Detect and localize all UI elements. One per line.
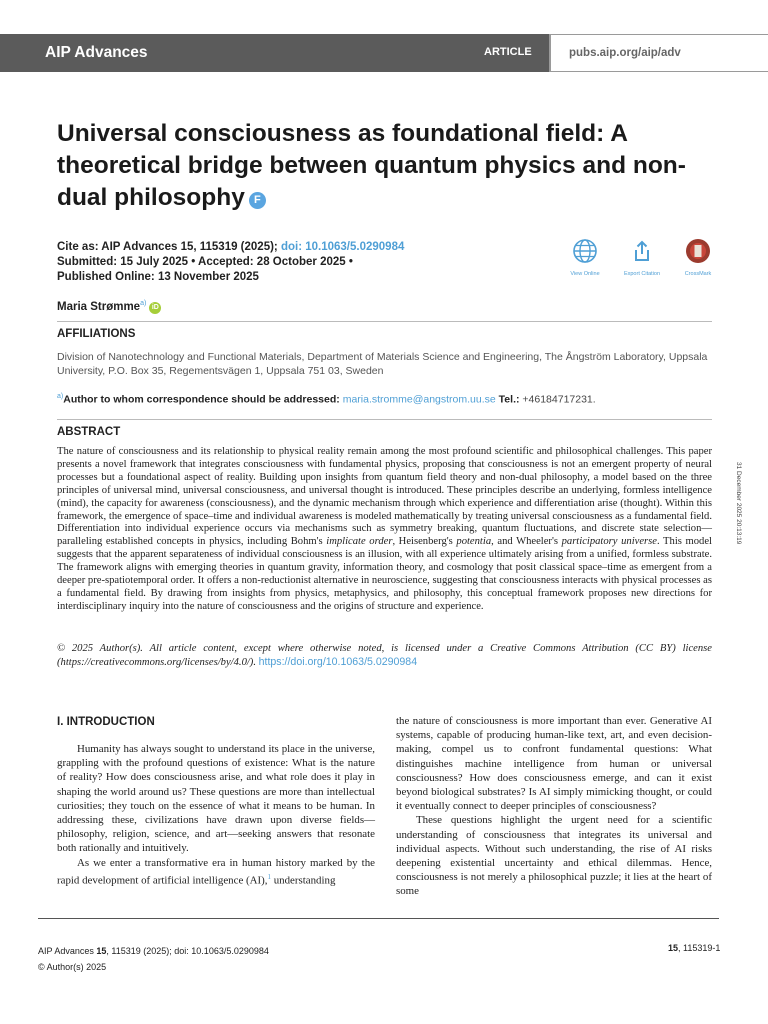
- footer-journal: AIP Advances: [38, 946, 94, 956]
- crossmark-button[interactable]: [668, 238, 728, 277]
- crossmark-label: CrossMark: [684, 271, 712, 277]
- footer-doi: , 115319 (2025); doi: 10.1063/5.0290984: [106, 946, 269, 956]
- affiliation-text: Division of Nanotechnology and Functional Materials, Department of Materials Science and Engineering, The Ångström Laboratory, Uppsala University, P.O. Box 35, Regementsvägen 1, Uppsala 751 03, Sweden: [57, 351, 708, 377]
- featured-badge-icon[interactable]: F: [249, 192, 266, 209]
- cite-label: Cite as: AIP Advances 15, 115319 (2025);: [57, 241, 278, 253]
- export-citation-button[interactable]: [612, 238, 672, 277]
- correspondence-label: Author to whom correspondence should be addressed:: [63, 393, 340, 406]
- author-affiliation-marker: a): [140, 300, 147, 307]
- tel-label: Tel.:: [498, 393, 520, 406]
- globe-icon: [572, 238, 598, 264]
- article-title: [57, 118, 697, 214]
- journal-name[interactable]: AIP Advances: [45, 44, 148, 61]
- license-doi-link[interactable]: https://doi.org/10.1063/5.0290984: [258, 655, 418, 668]
- paragraph: the nature of consciousness is more important than ever. Generative AI systems, capable of producing human-like text, art, and even decision-making, compel us to confront fundamental questions: What distinguishes machine intelligence from human or universal consciousness? How does consciousness emerge, and can it exist beyond biological substrates? Is AI simply mimicking thought, or could it eventually connect to deeper principles of consciousness?: [396, 715, 712, 813]
- body-column-left: [57, 742, 375, 888]
- doi-link[interactable]: doi: 10.1063/5.0290984: [280, 241, 405, 253]
- affiliations-heading: AFFILIATIONS: [57, 328, 136, 340]
- abstract-heading: ABSTRACT: [57, 426, 121, 438]
- abstract-text: The nature of consciousness and its relationship to physical reality remain among the most profound scientific and philosophical challenges. This paper presents a novel framework that integrates consciousness with fundamental physics, proposing that consciousness is not an emergent property of neural processes but a foundational aspect of reality. Building upon insights from quantum field theory and non-dual philosophy, a model based on the three principles of universal mind, universal consciousness, and universal thought is introduced. These principles describe an underlying, formless intelligence (mind), the capacity for awareness (consciousness), and the dynamic mechanism through which experience and differentiation arise (thought). Within this framework, the emergence of space–time and individual awareness is modeled mathematically by treating universal consciousness as a fundamental field. Differentiation into individual experience occurs via mechanisms such as symmetry breaking, quantum fluctuations, and discrete state selection—paralleling established concepts in physics, including Bohm's implicate order, Heisenberg's potentia, and Wheeler's participatory universe. This model suggests that the apparent separateness of individual consciousness is an illusion, with all experience ultimately arising from a unified, formless substrate. The framework aligns with emerging theories in quantum gravity, information theory, and cosmology that posit classical space–time as emergent from a deeper pre-spatiotemporal order. It offers a non-reductionist alternative in neuroscience, suggesting that consciousness interacts with physical processes as a fundamental field. By drawing from insights from physics, metaphysics, and philosophy, this conceptual framework proposes new directions for interdisciplinary inquiry into the nature of consciousness and the origins of structure and experience.: [57, 446, 712, 612]
- tel-number: +46184717231.: [522, 393, 596, 406]
- footer-citation: [38, 943, 269, 975]
- article-title-text: Universal consciousness as foundational field: A theoretical bridge between quantum physics and non-dual philosophy: [57, 120, 686, 211]
- author-line: [57, 300, 161, 314]
- citation-block: [57, 240, 404, 285]
- export-icon: [629, 238, 655, 264]
- divider: [57, 321, 712, 322]
- correspondence-line: [57, 390, 712, 407]
- author-name[interactable]: Maria Strømme: [57, 300, 141, 313]
- published-date: Published Online: 13 November 2025: [57, 271, 259, 283]
- download-timestamp: 31 December 2025 20:13:19: [735, 462, 742, 545]
- divider: [57, 419, 712, 420]
- crossmark-icon: [685, 238, 711, 264]
- export-citation-label: Export Citation: [623, 271, 661, 277]
- submission-dates: Submitted: 15 July 2025 • Accepted: 28 October 2025 •: [57, 256, 353, 268]
- paragraph: As we enter a transformative era in human history marked by the rapid development of artificial intelligence (AI),$^1$ understanding: [57, 856, 375, 887]
- footer-volume: 15: [96, 946, 107, 956]
- footer-copyright: © Author(s) 2025: [38, 962, 107, 972]
- footer-divider: [38, 918, 719, 919]
- article-type-label: ARTICLE: [484, 46, 532, 58]
- introduction-heading: I. INTRODUCTION: [57, 716, 155, 728]
- paragraph: These questions highlight the urgent need for a scientific understanding of consciousness that integrates its universal and individual aspects. Without such understanding, the rise of AI risks deepening existential uncertainty and ethical dilemmas. Hence, consciousness is not merely a philosophical puzzle; it lies at the heart of some: [396, 814, 712, 898]
- page-number: 15, 115319-1: [668, 943, 721, 953]
- view-online-button[interactable]: [555, 238, 615, 277]
- journal-url-link[interactable]: pubs.aip.org/aip/adv: [569, 47, 681, 59]
- email-link[interactable]: maria.stromme@angstrom.uu.se: [342, 393, 496, 406]
- orcid-icon[interactable]: iD: [149, 302, 161, 314]
- reference-link[interactable]: 1: [267, 872, 271, 881]
- view-online-label: View Online: [570, 271, 600, 277]
- paragraph: Humanity has always sought to understand its place in the universe, grappling with the profound questions of existence: What is the nature of reality? How does consciousness arise, and what role does it play in shaping the world around us? These questions are more than intellectual curiosities; they touch on the essence of what it means to be human. In addressing these, civilizations have drawn upon diverse fields—philosophy, religion, science, and art—seeking answers that resonate both rationally and intuitively.: [57, 743, 375, 855]
- license-text: © 2025 Author(s). All article content, except where otherwise noted, is licensed under a Creative Commons Attribution (CC BY) license (https://creativecommons.org/licenses/by/4.0/). https://doi.org/10.1063/5.0290984: [57, 643, 712, 668]
- correspondence-marker: a): [57, 393, 64, 400]
- body-column-right: [396, 714, 712, 899]
